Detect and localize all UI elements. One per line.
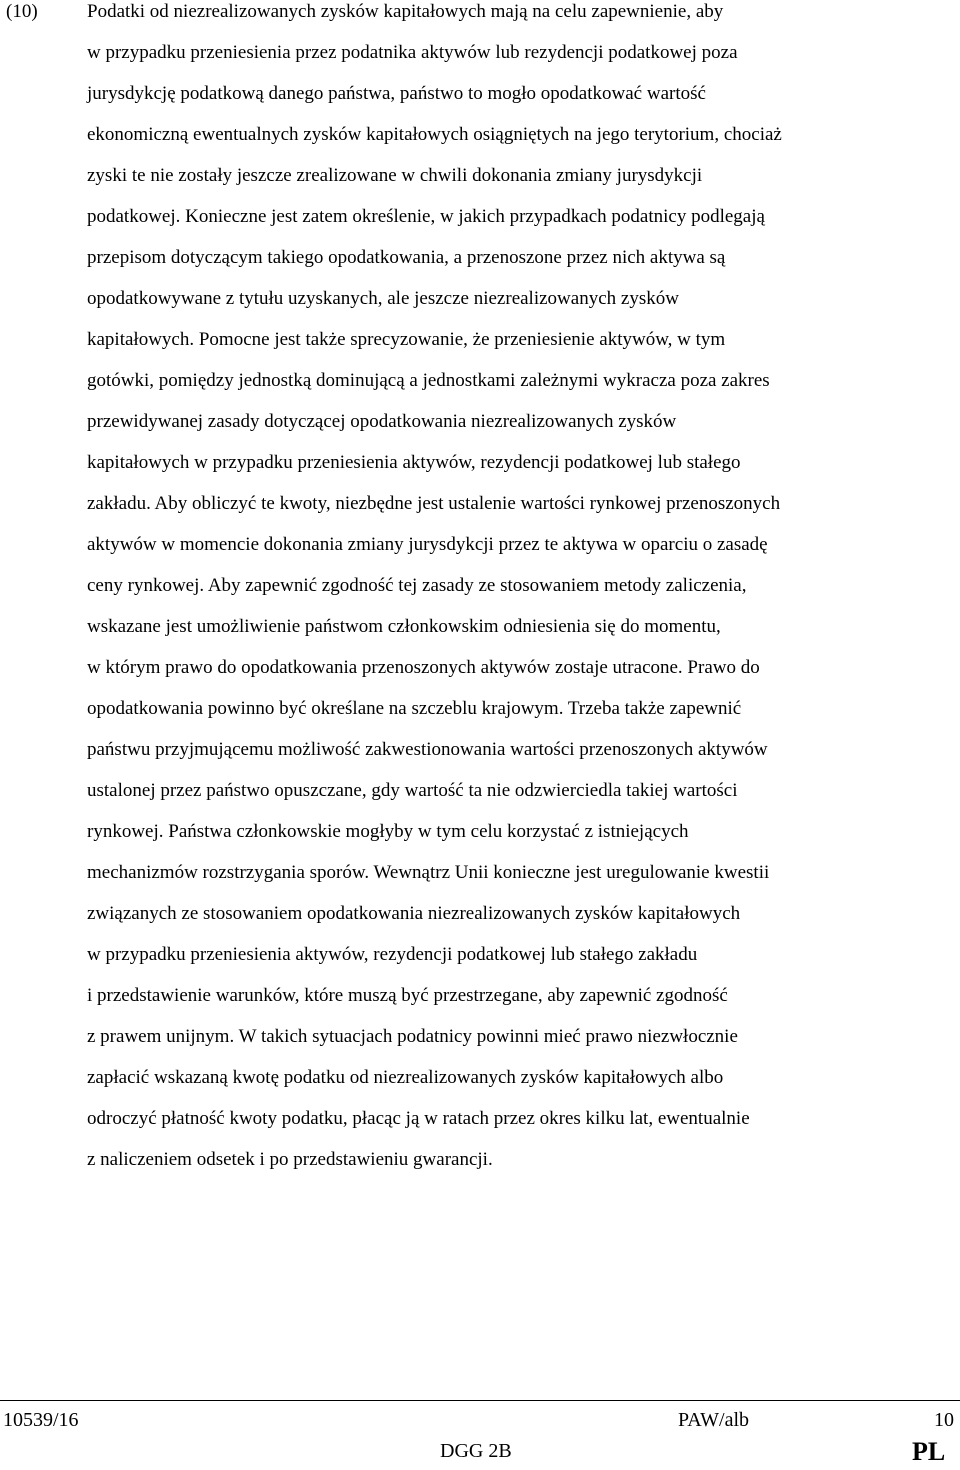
- footer-author-ref: PAW/alb: [678, 1409, 749, 1431]
- text-line: kapitałowych. Pomocne jest także sprecyzowanie, że przeniesienie aktywów, w tym: [87, 329, 726, 350]
- footer-divider: [0, 1400, 960, 1401]
- text-line: związanych ze stosowaniem opodatkowania niezrealizowanych zysków kapitałowych: [87, 903, 741, 924]
- footer-directorate: DGG 2B: [440, 1440, 512, 1462]
- text-line: zakładu. Aby obliczyć te kwoty, niezbędne jest ustalenie wartości rynkowej przenoszonych: [87, 493, 781, 514]
- text-line: przepisom dotyczącym takiego opodatkowania, a przenoszone przez nich aktywa są: [87, 247, 726, 268]
- footer-doc-ref: 10539/16: [3, 1409, 79, 1431]
- text-line: ekonomiczną ewentualnych zysków kapitałowych osiągniętych na jego terytorium, chociaż: [87, 124, 782, 145]
- text-line: państwu przyjmującemu możliwość zakwestionowania wartości przenoszonych aktywów: [87, 739, 768, 760]
- text-line: opodatkowywane z tytułu uzyskanych, ale jeszcze niezrealizowanych zysków: [87, 288, 679, 309]
- text-line: ustalonej przez państwo opuszczane, gdy wartość ta nie odzwierciedla takiej wartości: [87, 780, 738, 801]
- text-line: jurysdykcję podatkową danego państwa, państwo to mogło opodatkować wartość: [87, 83, 706, 104]
- footer-page-number: 10: [934, 1409, 954, 1431]
- footer-language: PL: [912, 1437, 946, 1466]
- text-line: mechanizmów rozstrzygania sporów. Wewnątrz Unii konieczne jest uregulowanie kwestii: [87, 862, 770, 883]
- text-line: zapłacić wskazaną kwotę podatku od niezrealizowanych zysków kapitałowych albo: [87, 1067, 724, 1088]
- text-line: aktywów w momencie dokonania zmiany jurysdykcji przez te aktywa w oparciu o zasadę: [87, 534, 768, 555]
- text-line: kapitałowych w przypadku przeniesienia aktywów, rezydencji podatkowej lub stałego: [87, 452, 741, 473]
- text-line: przewidywanej zasady dotyczącej opodatkowania niezrealizowanych zysków: [87, 411, 677, 432]
- text-line: w przypadku przeniesienia aktywów, rezydencji podatkowej lub stałego zakładu: [87, 944, 698, 965]
- text-line: w przypadku przeniesienia przez podatnika aktywów lub rezydencji podatkowej poza: [87, 42, 738, 63]
- text-line: i przedstawienie warunków, które muszą być przestrzegane, aby zapewnić zgodność: [87, 985, 728, 1006]
- text-line: odroczyć płatność kwoty podatku, płacąc ją w ratach przez okres kilku lat, ewentualnie: [87, 1108, 750, 1129]
- text-line: podatkowej. Konieczne jest zatem określenie, w jakich przypadkach podatnicy podlegają: [87, 206, 765, 227]
- text-line: z prawem unijnym. W takich sytuacjach podatnicy powinni mieć prawo niezwłocznie: [87, 1026, 738, 1047]
- text-line: z naliczeniem odsetek i po przedstawieniu gwarancji.: [87, 1149, 493, 1170]
- text-line: wskazane jest umożliwienie państwom członkowskim odniesienia się do momentu,: [87, 616, 721, 637]
- text-line: zyski te nie zostały jeszcze zrealizowane w chwili dokonania zmiany jurysdykcji: [87, 165, 703, 186]
- text-line: rynkowej. Państwa członkowskie mogłyby w tym celu korzystać z istniejących: [87, 821, 689, 842]
- text-line: Podatki od niezrealizowanych zysków kapitałowych mają na celu zapewnienie, aby: [87, 1, 724, 22]
- text-line: w którym prawo do opodatkowania przenoszonych aktywów zostaje utracone. Prawo do: [87, 657, 760, 678]
- text-line: gotówki, pomiędzy jednostką dominującą a jednostkami zależnymi wykracza poza zakres: [87, 370, 770, 391]
- text-line: ceny rynkowej. Aby zapewnić zgodność tej zasady ze stosowaniem metody zaliczenia,: [87, 575, 747, 596]
- paragraph-number: (10): [6, 1, 38, 22]
- text-line: opodatkowania powinno być określane na szczeblu krajowym. Trzeba także zapewnić: [87, 698, 742, 719]
